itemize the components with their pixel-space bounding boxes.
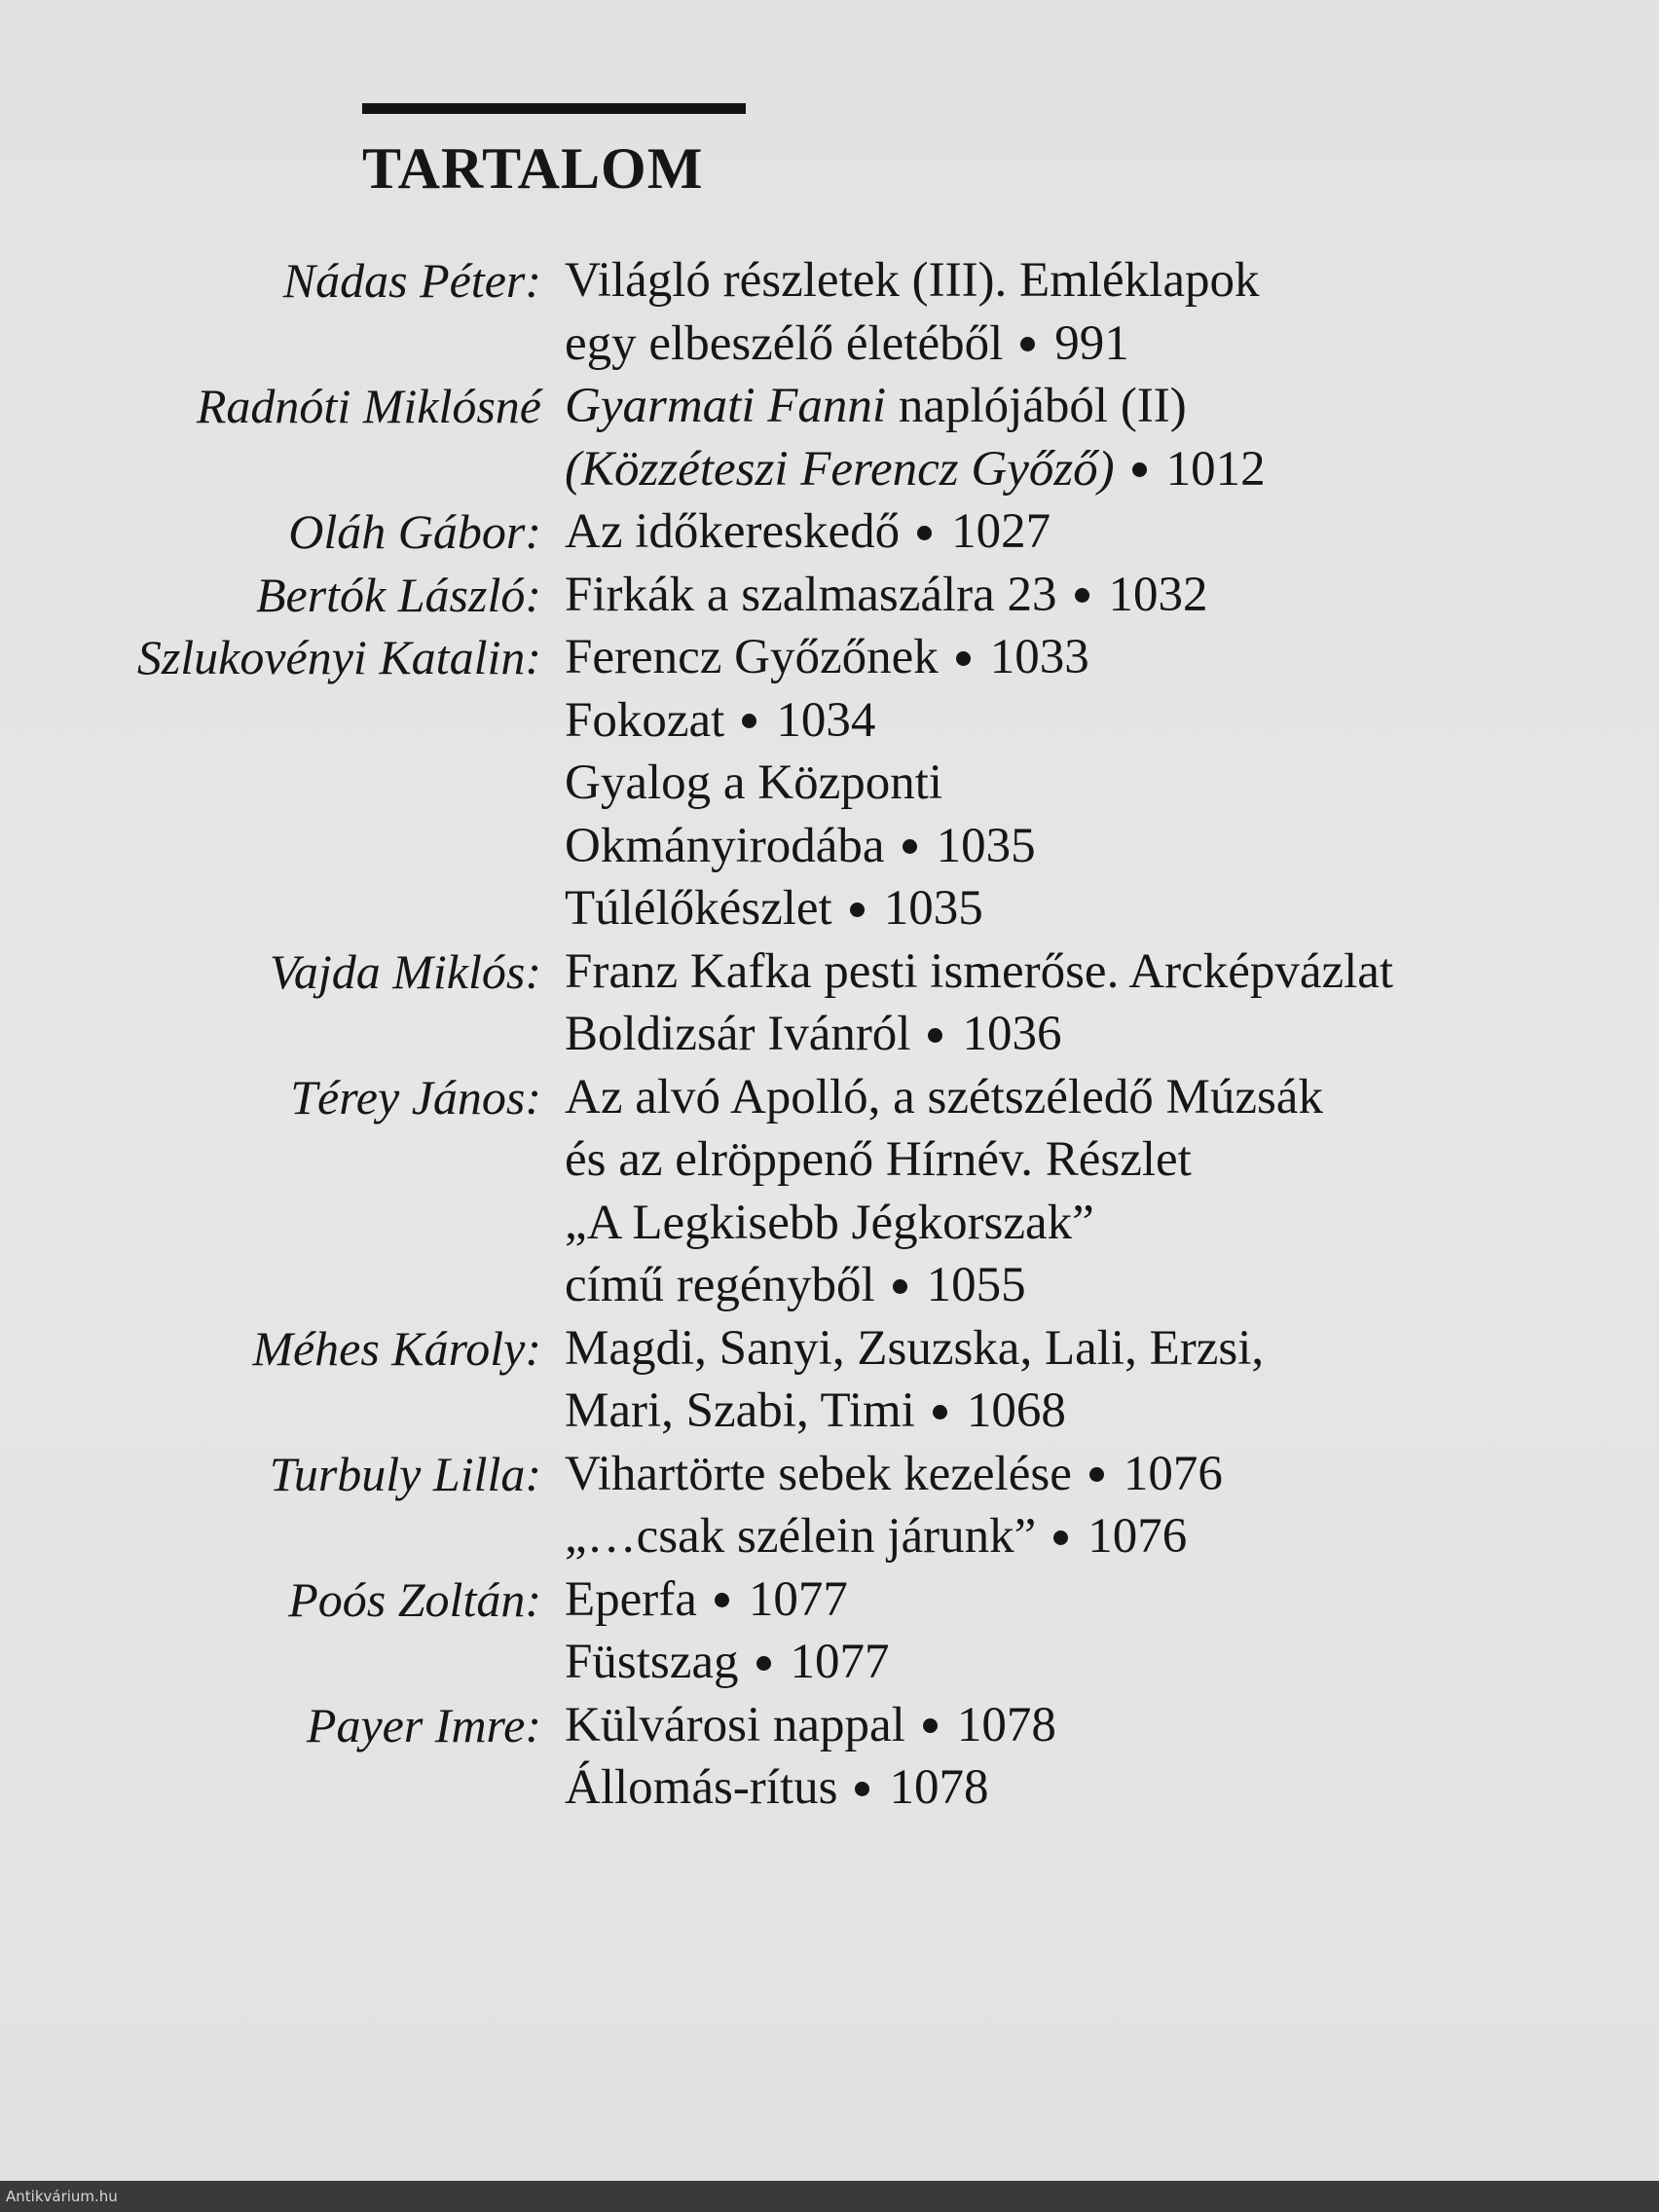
toc-line [565, 752, 1659, 815]
toc-title-text: Világló részletek (III). Emléklapok [565, 253, 1260, 308]
toc-line [565, 689, 1659, 753]
toc-works [541, 1317, 1659, 1443]
toc-entry [0, 1066, 1659, 1317]
toc-title-text: Boldizsár Ivánról [565, 1007, 911, 1061]
toc-entry [0, 1317, 1659, 1443]
toc-entry [0, 940, 1659, 1066]
toc-line [565, 1694, 1659, 1757]
toc-line [565, 940, 1659, 1004]
toc-title-text: Az alvó Apolló, a szétszéledő Múzsák [565, 1069, 1323, 1124]
toc-title-text: „…csak szélein járunk” [565, 1509, 1037, 1564]
toc-title-text: Túlélőkészlet [565, 881, 832, 936]
toc-title-text: Állomás-rítus [565, 1760, 838, 1815]
toc-line [565, 438, 1659, 501]
table-of-contents [0, 249, 1659, 1820]
bullet-icon [855, 1782, 869, 1796]
page-number: 1027 [951, 504, 1051, 559]
bullet-icon [756, 1656, 771, 1671]
toc-entry [0, 564, 1659, 627]
watermark: Antikvárium.hu [6, 2188, 118, 2205]
toc-works [541, 1694, 1659, 1820]
page-number: 1055 [926, 1258, 1026, 1312]
bullet-icon [1020, 337, 1035, 351]
page-number: 1035 [883, 881, 983, 936]
toc-title-text: Mari, Szabi, Timi [565, 1383, 915, 1438]
toc-author: Payer Imre: [306, 1697, 541, 1752]
toc-title-text: Fokozat [565, 692, 725, 748]
toc-title-text: Vihartörte sebek kezelése [565, 1446, 1072, 1501]
toc-entry [0, 375, 1659, 500]
page-number: 1076 [1123, 1446, 1223, 1501]
bullet-icon [715, 1593, 729, 1607]
toc-works [541, 1443, 1659, 1568]
toc-line [565, 1317, 1659, 1381]
toc-title-text: Firkák a szalmaszálra 23 [565, 567, 1057, 622]
toc-author: Radnóti Miklósné [196, 379, 541, 433]
page-number: 1036 [962, 1007, 1062, 1061]
toc-title-text: Magdi, Sanyi, Zsuzska, Lali, Erzsi, [565, 1320, 1265, 1376]
page-number: 1012 [1165, 441, 1266, 497]
bullet-icon [850, 903, 865, 917]
toc-title-text: Füstszag [565, 1635, 739, 1689]
toc-line [565, 877, 1659, 940]
toc-line [565, 500, 1659, 564]
toc-title-text: Az időkereskedő [565, 504, 901, 559]
toc-title-text: „A Legkisebb Jégkorszak” [565, 1195, 1094, 1250]
bullet-icon [956, 651, 971, 666]
toc-title-text: egy elbeszélő életéből [565, 315, 1004, 371]
page-number: 1077 [748, 1571, 848, 1627]
toc-title-text: Okmányirodába [565, 818, 885, 873]
toc-author: Poós Zoltán: [288, 1571, 541, 1627]
toc-line [565, 1128, 1659, 1192]
toc-title-text: Gyalog a Központi [565, 756, 943, 810]
top-rule [362, 103, 746, 114]
toc-author: Nádas Péter: [282, 253, 541, 308]
bullet-icon [1053, 1530, 1068, 1545]
page-number: 1033 [989, 630, 1089, 684]
toc-author: Bertók László: [255, 567, 541, 622]
toc-entry [0, 1443, 1659, 1568]
toc-line [565, 375, 1659, 438]
toc-line [565, 1254, 1659, 1317]
toc-author: Oláh Gábor: [288, 504, 541, 559]
toc-line [565, 1380, 1659, 1443]
toc-author: Térey János: [290, 1069, 541, 1124]
bullet-icon [923, 1718, 938, 1733]
toc-line [565, 1505, 1659, 1568]
toc-works [541, 1568, 1659, 1694]
page-number: 1078 [889, 1760, 989, 1815]
toc-entry [0, 500, 1659, 564]
toc-italic-text: (Közzéteszi Ferencz Győző) [565, 441, 1115, 497]
toc-works [541, 940, 1659, 1066]
toc-title-text: Külvárosi nappal [565, 1697, 905, 1752]
page-number: 991 [1054, 315, 1129, 371]
page-number: 1076 [1088, 1509, 1188, 1564]
toc-title-text: Franz Kafka pesti ismerőse. Arcképvázlat [565, 943, 1394, 999]
page-title: TARTALOM [362, 136, 704, 201]
toc-author: Szlukovényi Katalin: [136, 630, 541, 684]
toc-title-text: naplójából (II) [886, 379, 1187, 433]
toc-author: Turbuly Lilla: [269, 1446, 541, 1501]
page-number: 1032 [1108, 567, 1208, 622]
page-number: 1068 [966, 1383, 1066, 1438]
toc-works [541, 375, 1659, 500]
toc-works [541, 249, 1659, 375]
toc-line [565, 1003, 1659, 1066]
toc-line [565, 1443, 1659, 1506]
toc-italic-text: Gyarmati Fanni [565, 379, 887, 433]
toc-line [565, 1631, 1659, 1694]
toc-line [565, 313, 1659, 376]
toc-line [565, 564, 1659, 627]
toc-entry [0, 1568, 1659, 1694]
page-number: 1035 [936, 818, 1036, 873]
page-number: 1034 [776, 692, 876, 748]
toc-author: Vajda Miklós: [269, 943, 541, 999]
bullet-icon [903, 839, 917, 854]
toc-line [565, 1192, 1659, 1255]
toc-works [541, 564, 1659, 627]
bullet-icon [1089, 1467, 1104, 1482]
bullet-icon [917, 526, 932, 540]
toc-line [565, 1568, 1659, 1632]
toc-title-text: és az elröppenő Hírnév. Részlet [565, 1132, 1192, 1187]
toc-entry [0, 626, 1659, 940]
toc-works [541, 500, 1659, 564]
toc-works [541, 1066, 1659, 1317]
toc-title-text: Ferencz Győzőnek [565, 630, 939, 684]
bullet-icon [1132, 462, 1147, 477]
page-number: 1078 [956, 1697, 1056, 1752]
toc-entry [0, 1694, 1659, 1820]
bullet-icon [928, 1028, 942, 1043]
toc-author: Méhes Károly: [252, 1320, 541, 1376]
toc-line [565, 1756, 1659, 1820]
bullet-icon [742, 714, 756, 728]
toc-title-text: című regényből [565, 1258, 875, 1312]
toc-line [565, 249, 1659, 313]
footer-strip [0, 2181, 1659, 2212]
toc-line [565, 626, 1659, 689]
bullet-icon [933, 1405, 947, 1419]
bullet-icon [893, 1279, 907, 1294]
toc-title-text: Eperfa [565, 1571, 697, 1627]
toc-works [541, 626, 1659, 940]
page-number: 1077 [790, 1635, 890, 1689]
toc-line [565, 815, 1659, 878]
toc-entry [0, 249, 1659, 375]
toc-line [565, 1066, 1659, 1129]
bullet-icon [1075, 588, 1089, 603]
